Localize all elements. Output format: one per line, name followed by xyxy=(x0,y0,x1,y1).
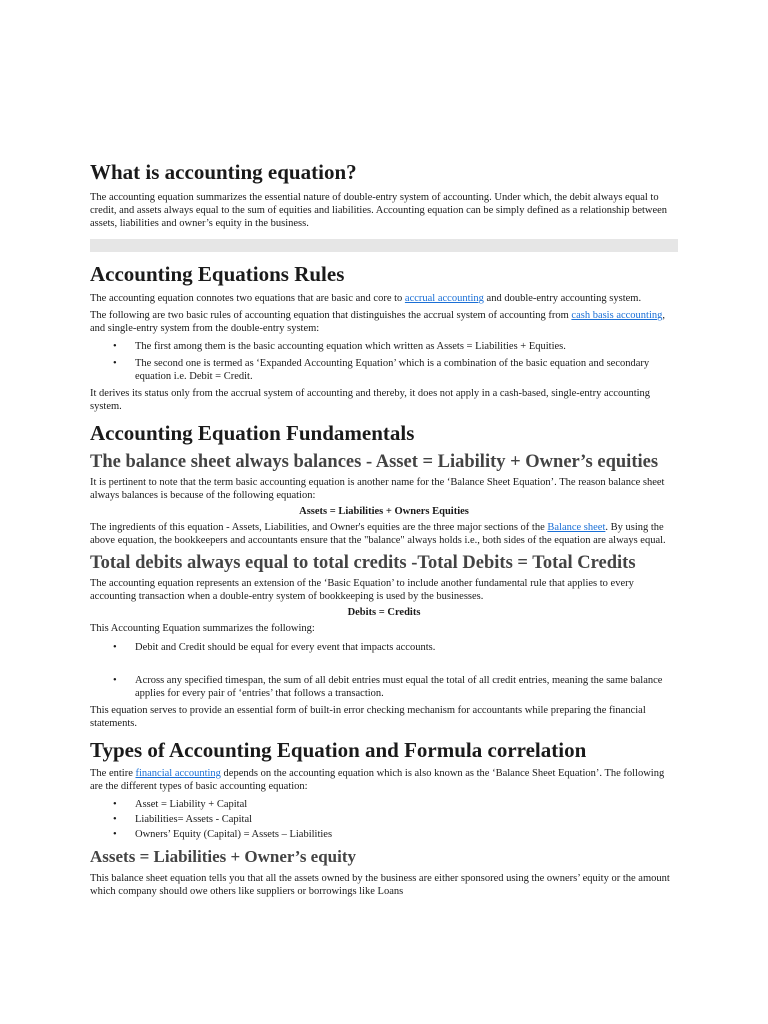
paragraph-types-2: This balance sheet equation tells you that all the assets owned by the business are either sponsored using the owners’ equity or the amount which company should owe others like suppliers or borrowings like Loans xyxy=(90,872,670,897)
paragraph-fundamentals-4: This Accounting Equation summarizes the following: xyxy=(90,622,315,634)
list-item: • The second one is termed as ‘Expanded Accounting Equation’ which is a combination of the basic equation and secondary equation i.e. Debit = Credit. xyxy=(135,357,678,383)
list-item: • Debit and Credit should be equal for every event that impacts accounts. xyxy=(135,641,678,654)
paragraph-rules-2: The following are two basic rules of accounting equation that distinguishes the accrual system of accounting from cash basis accounting, and single-entry system from the double-entry system: xyxy=(90,310,666,335)
document-content xyxy=(90,160,678,898)
divider-bar xyxy=(90,239,678,252)
paragraph-intro: The accounting equation summarizes the essential nature of double-entry system of accounting. Under which, the debit always equal to credit, and assets always equal to the sum of equities and liabilities. Accounting equation can be simply defined as a relationship between assets, liabilities and owner’s equity in the business. xyxy=(90,192,668,230)
heading-accounting-equation-fundamentals: Accounting Equation Fundamentals xyxy=(90,421,415,446)
link-financial-accounting[interactable]: financial accounting xyxy=(135,768,221,780)
equation-assets: Assets = Liabilities + Owners Equities xyxy=(299,505,469,517)
rules-list xyxy=(90,340,678,383)
subheading-balance-sheet-balances: The balance sheet always balances - Asset = Liability + Owner’s equities xyxy=(90,451,659,472)
heading-accounting-equations-rules: Accounting Equations Rules xyxy=(90,262,345,287)
equation-debits-credits: Debits = Credits xyxy=(347,606,421,618)
fundamentals-list xyxy=(90,641,678,700)
paragraph-rules-1: The accounting equation connotes two equations that are basic and core to accrual accounting and double-entry accounting system. xyxy=(90,293,642,305)
paragraph-types-1: The entire financial accounting depends on the accounting equation which is also known as the ‘Balance Sheet Equation’. The following are the different types of basic accounting equation: xyxy=(90,768,665,793)
list-item: • Asset = Liability + Capital xyxy=(135,798,678,811)
list-item: • Across any specified timespan, the sum of all debit entries must equal the total of all credit entries, meaning the same balance applies for every pair of ‘entries’ that follows a transaction. xyxy=(135,674,678,700)
paragraph-fundamentals-5: This equation serves to provide an essential form of built-in error checking mechanism for accountants while preparing the financial statements. xyxy=(90,704,646,729)
paragraph-fundamentals-1: It is pertinent to note that the term basic accounting equation is another name for the ‘Balance Sheet Equation’. The reason balance sheet always balances is because of the following equation: xyxy=(90,476,665,501)
list-item: • The first among them is the basic accounting equation which written as Assets = Liabilities + Equities. xyxy=(135,340,678,353)
heading-what-is-accounting-equation: What is accounting equation? xyxy=(90,160,357,184)
link-balance-sheet[interactable]: Balance sheet xyxy=(547,521,606,533)
list-item: • Liabilities= Assets - Capital xyxy=(135,813,678,826)
subheading-assets-liabilities-equity: Assets = Liabilities + Owner’s equity xyxy=(90,847,357,867)
link-cash-basis-accounting[interactable]: cash basis accounting xyxy=(571,310,663,322)
paragraph-rules-3: It derives its status only from the accrual system of accounting and thereby, it does not apply in a cash-based, single-entry accounting system. xyxy=(90,388,651,413)
list-item: • Owners’ Equity (Capital) = Assets – Liabilities xyxy=(135,828,678,841)
subheading-total-debits-credits: Total debits always equal to total credits -Total Debits = Total Credits xyxy=(90,552,636,573)
types-list xyxy=(90,798,678,841)
link-accrual-accounting[interactable]: accrual accounting xyxy=(404,293,484,305)
heading-types-of-accounting-equation: Types of Accounting Equation and Formula correlation xyxy=(90,737,587,762)
paragraph-fundamentals-3: The accounting equation represents an extension of the ‘Basic Equation’ to include another fundamental rule that applies to every accounting transaction when a double-entry system of bookkeeping is used by the businesses. xyxy=(90,577,634,602)
paragraph-fundamentals-2: The ingredients of this equation - Assets, Liabilities, and Owner's equities are the three major sections of the Balance sheet. By using the above equation, the bookkeepers and accountants ensure that the "balance" always holds i.e., both sides of the equation are always equal. xyxy=(90,521,666,546)
